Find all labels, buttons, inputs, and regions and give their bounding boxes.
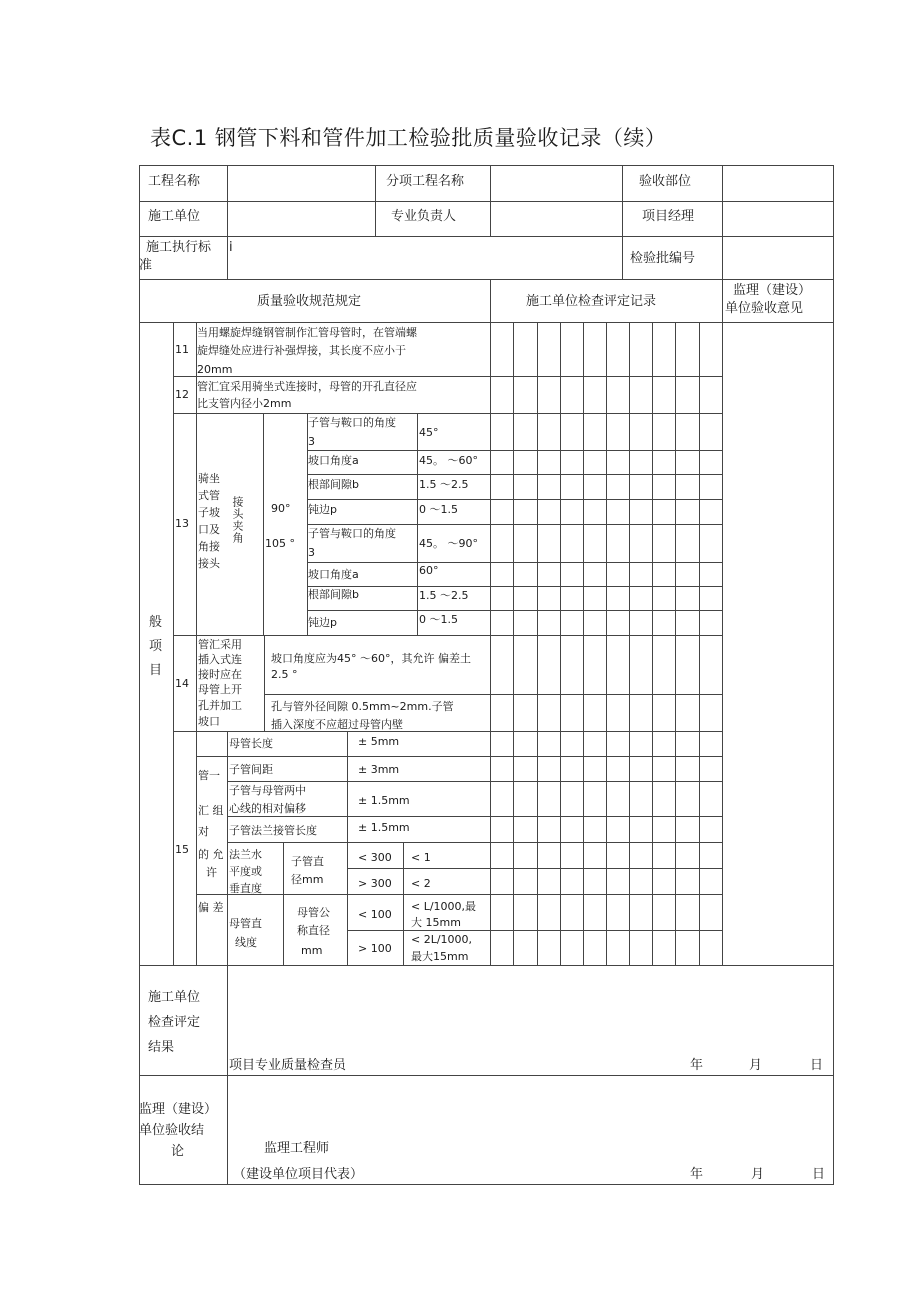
item15-mother-straightness-b: 线度 [235,936,257,949]
item13-value-5: 45。 〜90° [419,537,478,550]
result-year-label: 年 [690,1058,704,1073]
subitem-name-label: 分项工程名称 [386,174,465,189]
item13-value-4: 0 〜1.5 [419,503,458,516]
item13-label-3: 子坡 [198,506,220,519]
conclusion-month-label: 月 [751,1167,765,1182]
item15-flange-level-c: 垂直度 [229,882,262,895]
item13-label-5: 角接 [198,540,220,553]
result-label-2: 检查评定 [148,1015,201,1030]
item13-param-5a: 子管与鞍口的角度 [308,527,396,540]
supervision-column-header-b: 单位验收意见 [725,301,804,316]
item15-mother-diameter-b: 称直径 [297,924,330,937]
quality-inspector-label: 项目专业质量检查员 [229,1058,347,1073]
item13-angle-105: 105 ° [265,537,295,550]
item15-gt300-value: < 2 [411,877,431,890]
item15-side-c: 对 [198,825,209,838]
conclusion-label-1: 监理（建设） [139,1102,218,1117]
item13-param-4: 钝边p [308,503,337,516]
general-items-label-1: 般 [149,615,163,630]
item15-mother-length-value: ± 5mm [358,735,400,748]
item14-req2-b: 插入深度不应超过母管内壁 [271,718,403,731]
item15-sub-spacing-value: ± 3mm [358,763,400,776]
item13-angle-label: 接头夹角 [231,496,244,544]
item15-side-b: 汇 组 [198,804,224,817]
acceptance-part-label: 验收部位 [639,174,692,189]
item15-side-f: 偏 差 [198,901,224,914]
item12-text-1: 管汇宜采用骑坐式连接时，母管的开孔直径应 [197,380,417,393]
conclusion-year-label: 年 [690,1167,704,1182]
item13-value-2: 45。 〜60° [419,454,478,467]
item15-flange-level-a: 法兰水 [229,848,262,861]
page-title: 表C.1 钢管下料和管件加工检验批质量验收记录（续） [150,126,667,150]
item15-center-offset-a: 子管与母管两中 [229,784,306,797]
item15-gt100-value-2: 最大15mm [411,950,469,963]
item13-label-4: 口及 [198,523,220,536]
item14-label-1: 管汇采用 [198,638,242,651]
item13-label-2: 式管 [198,489,220,502]
item15-sub-diameter-a: 子管直 [291,855,324,868]
spec-column-header: 质量验收规范规定 [257,294,362,309]
check-record-column-header: 施工单位检查评定记录 [526,294,657,309]
item15-mother-length: 母管长度 [229,737,273,750]
item12-text-2: 比支管内径小2mm [197,397,292,410]
item13-param-1b: 3 [308,435,315,448]
standard-label-a: 施工执行标 [146,240,212,255]
supervision-engineer-label: 监理工程师 [264,1141,330,1156]
supervision-column-header-a: 监理（建设） [733,283,812,298]
item15-flange-level-b: 平度或 [229,865,262,878]
item15-side-a: 管一 [198,769,220,782]
item13-param-8: 钝边p [308,616,337,629]
item11-text-3: 20mm [197,363,233,376]
item11-text-1: 当用螺旋焊缝钢管制作汇管母管时，在管端螺 [197,326,417,339]
item15-gt100: > 100 [358,942,392,955]
item13-no: 13 [175,517,189,530]
item13-param-6: 坡口角度a [308,568,359,581]
item15-sub-diameter-b: 径mm [291,873,324,886]
item15-gt100-value-1: < 2L/1000, [411,933,473,946]
item13-value-8: 0 〜1.5 [419,613,458,626]
item13-angle-90: 90° [271,502,291,515]
standard-label-b: 准 [139,258,153,273]
item14-req1-b: 2.5 ° [271,668,298,681]
project-name-label: 工程名称 [148,174,201,189]
result-label-1: 施工单位 [148,990,201,1005]
item14-req1-a: 坡口角度应为45° 〜60°，其允许 偏差土 [271,652,471,665]
item15-mother-diameter-a: 母管公 [297,906,330,919]
item13-param-3: 根部间隙b [308,478,359,491]
item15-side-d: 的 允 [198,848,224,861]
item14-no: 14 [175,677,189,690]
item15-mother-diameter-c: mm [301,944,323,957]
item15-side-e: 许 [206,866,217,879]
owner-representative-label: （建设单位项目代表） [233,1167,364,1182]
item15-lt300: < 300 [358,851,392,864]
item13-value-1: 45° [419,426,439,439]
item13-param-7: 根部间隙b [308,588,359,601]
conclusion-day-label: 日 [812,1167,826,1182]
item15-center-offset-b: 心线的相对偏移 [229,802,306,815]
item14-req2-a: 孔与管外径间隙 0.5mm~2mm.子管 [271,700,454,713]
item15-lt300-value: < 1 [411,851,431,864]
conclusion-label-3: 论 [171,1144,185,1159]
standard-value: i [229,240,233,255]
item15-flange-length: 子管法兰接管长度 [229,824,317,837]
item14-label-6: 坡口 [198,715,220,728]
item15-lt100-value-2: 大 15mm [411,916,461,929]
item15-mother-straightness-a: 母管直 [229,917,262,930]
item13-param-5b: 3 [308,546,315,559]
item13-value-7: 1.5 〜2.5 [419,589,469,602]
item15-sub-spacing: 子管间距 [229,763,273,776]
general-items-label-2: 项 [149,639,163,654]
construction-unit-label: 施工单位 [148,209,201,224]
item13-param-2: 坡口角度a [308,454,359,467]
result-label-3: 结果 [148,1040,175,1055]
batch-no-label: 检验批编号 [630,251,696,266]
conclusion-label-2: 单位验收结 [139,1123,205,1138]
item12-no: 12 [175,388,189,401]
item14-label-3: 接时应在 [198,668,242,681]
item14-label-4: 母管上开 [198,683,242,696]
item14-label-2: 插入式连 [198,653,242,666]
item11-no: 11 [175,343,189,356]
item15-flange-length-value: ± 1.5mm [358,821,410,834]
item13-param-1a: 子管与鞍口的角度 [308,416,396,429]
result-day-label: 日 [810,1058,824,1073]
item11-text-2: 旋焊缝处应进行补强焊接，其长度不应小于 [197,344,406,357]
item13-value-6: 60° [419,564,439,577]
general-items-label-3: 目 [149,663,163,678]
item15-lt100-value-1: < L/1000,最 [411,900,477,913]
result-month-label: 月 [749,1058,763,1073]
item13-label-1: 骑坐 [198,472,220,485]
item15-lt100: < 100 [358,908,392,921]
professional-lead-label: 专业负责人 [391,209,457,224]
item14-label-5: 孔并加工 [198,699,242,712]
item15-center-offset-value: ± 1.5mm [358,794,410,807]
item15-no: 15 [175,843,189,856]
item13-label-6: 接头 [198,557,220,570]
item15-gt300: > 300 [358,877,392,890]
item13-value-3: 1.5 〜2.5 [419,478,469,491]
project-manager-label: 项目经理 [642,209,695,224]
